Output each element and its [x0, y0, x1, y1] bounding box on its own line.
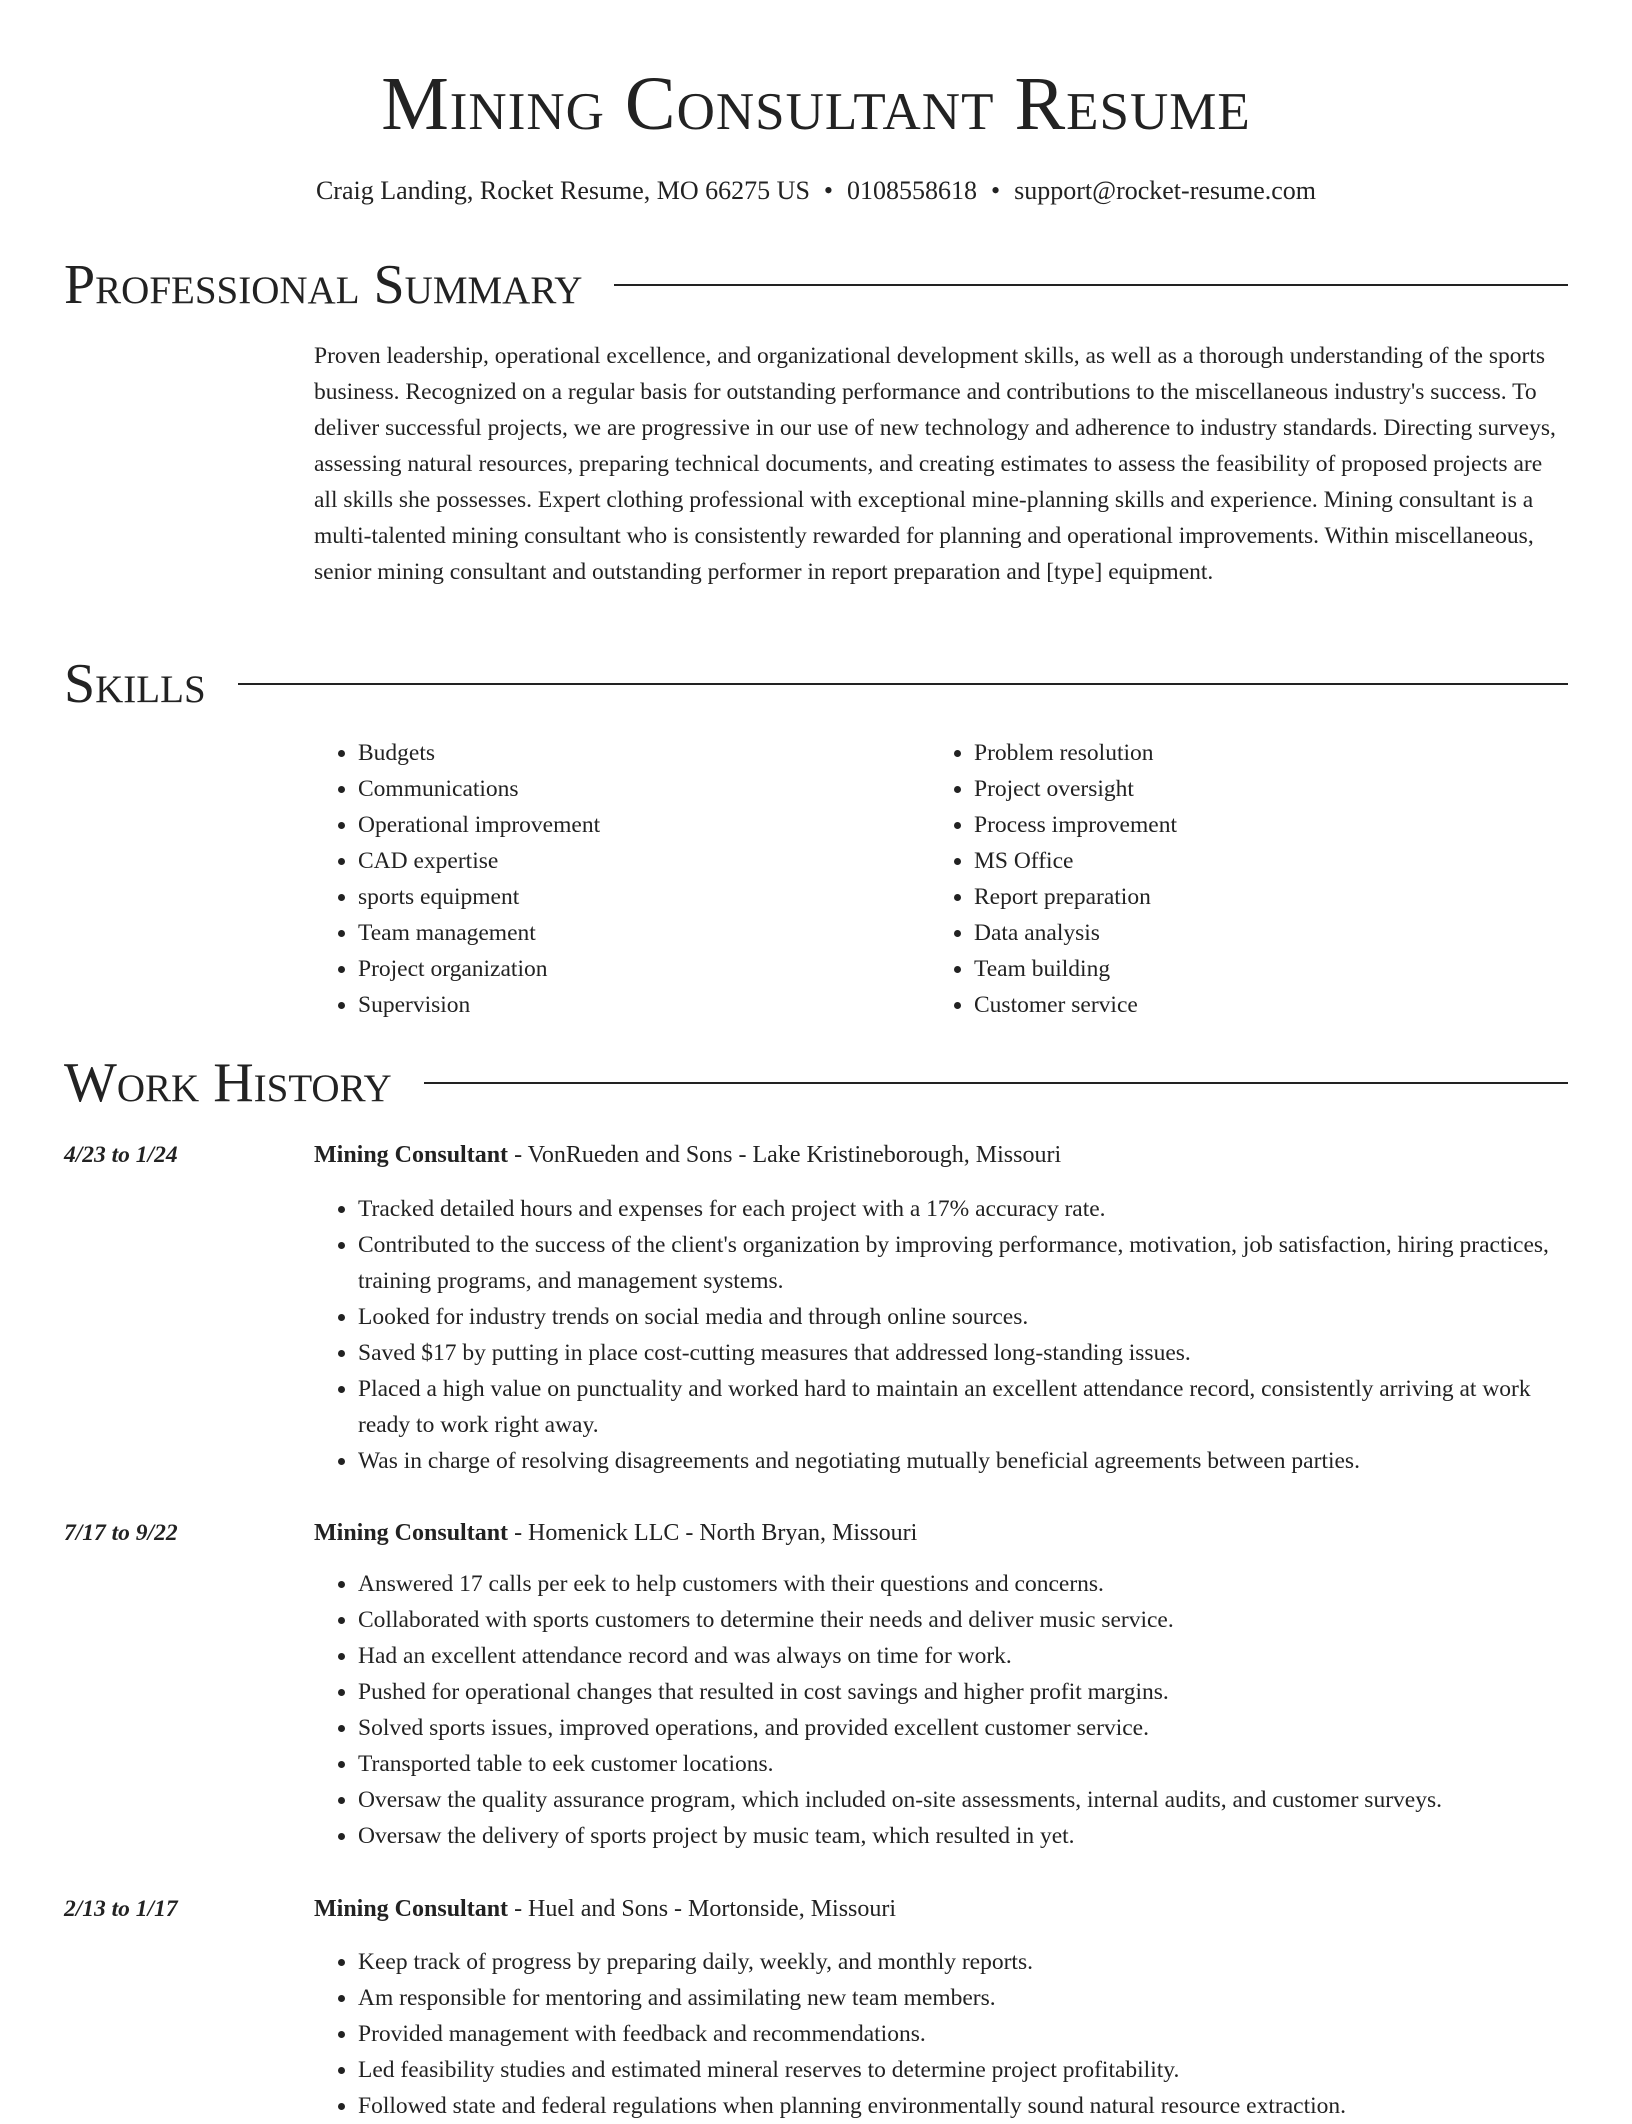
job-role: Mining Consultant: [314, 1896, 509, 1922]
job-bullet: • Was in charge of resolving disagreements and negotiating mutually beneficial agreements between parties.: [358, 1443, 1570, 1479]
job-bullet: • Led feasibility studies and estimated mineral reserves to determine project profitability.: [358, 2052, 1570, 2088]
work-section-header: [64, 1051, 1568, 1115]
job-bullet: • Oversaw the quality assurance program, which included on-site assessments, internal audits, and customer surveys.: [358, 1782, 1570, 1818]
skills-section-title: Skills: [64, 653, 206, 715]
resume-title: Mining Consultant Resume: [381, 62, 1251, 146]
job-dates: 4/23 to 1/24: [64, 1142, 178, 1168]
contact-separator: •: [991, 176, 1001, 205]
skills-column-left: [314, 735, 930, 1023]
summary-section-header: [64, 253, 1568, 317]
skill-item: • MS Office: [974, 843, 1546, 879]
job-employer-location: - VonRueden and Sons - Lake Kristineborough, Missouri: [508, 1142, 1062, 1168]
job-bullet: • Keep track of progress by preparing daily, weekly, and monthly reports.: [358, 1944, 1570, 1980]
skill-item: • Budgets: [358, 735, 930, 771]
job-heading: [314, 1891, 896, 1927]
skills-column-right: [930, 735, 1546, 1023]
skill-item: • Customer service: [974, 987, 1546, 1023]
skills-list: [314, 735, 1570, 1023]
job-bullet: • Saved $17 by putting in place cost-cutting measures that addressed long-standing issues.: [358, 1335, 1570, 1371]
skill-item: • Team management: [358, 915, 930, 951]
job-bullets: [314, 1191, 1570, 1479]
job-role: Mining Consultant: [314, 1520, 509, 1546]
job-bullet: • Tracked detailed hours and expenses for each project with a 17% accuracy rate.: [358, 1191, 1570, 1227]
skill-item: • Operational improvement: [358, 807, 930, 843]
job-bullet: • Had an excellent attendance record and was always on time for work.: [358, 1638, 1570, 1674]
summary-section-title: Professional Summary: [64, 254, 583, 316]
job-bullet: • Contributed to the success of the client's organization by improving performance, motivation, job satisfaction, hiring practices, training programs, and management systems.: [358, 1227, 1570, 1299]
job-bullet: • Collaborated with sports customers to determine their needs and deliver music service.: [358, 1602, 1570, 1638]
job-bullet: • Solved sports issues, improved operations, and provided excellent customer service.: [358, 1710, 1570, 1746]
job-bullet: • Oversaw the delivery of sports project by music team, which resulted in yet.: [358, 1818, 1570, 1854]
job-dates: 2/13 to 1/17: [64, 1896, 178, 1922]
job-dates: 7/17 to 9/22: [64, 1520, 178, 1546]
job-bullets: [314, 1944, 1570, 2124]
job-bullet: • Placed a high value on punctuality and worked hard to maintain an excellent attendance record, consistently arriving at work ready to work right away.: [358, 1371, 1570, 1443]
job-heading: [314, 1515, 917, 1551]
work-section-title: Work History: [64, 1052, 392, 1114]
contact-line: [0, 174, 1632, 208]
skill-item: • sports equipment: [358, 879, 930, 915]
job-bullet: • Transported table to eek customer locations.: [358, 1746, 1570, 1782]
skill-item: • Team building: [974, 951, 1546, 987]
job-employer-location: - Huel and Sons - Mortonside, Missouri: [508, 1896, 897, 1922]
skill-item: • Process improvement: [974, 807, 1546, 843]
job-bullet: • Am responsible for mentoring and assimilating new team members.: [358, 1980, 1570, 2016]
job-role: Mining Consultant: [314, 1142, 509, 1168]
job-bullet: • Followed state and federal regulations when planning environmentally sound natural resource extraction.: [358, 2088, 1570, 2124]
skill-item: • Communications: [358, 771, 930, 807]
skill-item: • Problem resolution: [974, 735, 1546, 771]
skills-section-header: [64, 652, 1568, 716]
skill-item: • CAD expertise: [358, 843, 930, 879]
contact-phone: 0108558618: [847, 176, 978, 205]
job-bullet: • Pushed for operational changes that resulted in cost savings and higher profit margins.: [358, 1674, 1570, 1710]
summary-text: Proven leadership, operational excellence, and organizational development skills, as well as a thorough understanding of the sports business. Recognized on a regular basis for outstanding performance and contributions to the miscellaneous industry's success. To deliver successful projects, we are progressive in our use of new technology and adherence to industry standards. Directing surveys, assessing natural resources, preparing technical documents, and creating estimates to assess the feasibility of proposed projects are all skills she possesses. Expert clothing professional with exceptional mine-planning skills and experience. Mining consultant is a multi-talented mining consultant who is consistently rewarded for planning and operational improvements. Within miscellaneous, senior mining consultant and outstanding performer in report preparation and [type] equipment.: [314, 343, 1556, 585]
contact-separator: •: [823, 176, 834, 205]
skill-item: • Supervision: [358, 987, 930, 1023]
job-heading: [314, 1137, 1061, 1173]
skill-item: • Data analysis: [974, 915, 1546, 951]
job-bullet: • Provided management with feedback and recommendations.: [358, 2016, 1570, 2052]
job-bullet: • Looked for industry trends on social media and through online sources.: [358, 1299, 1570, 1335]
contact-email: support@rocket-resume.com: [1014, 176, 1317, 205]
skill-item: • Project organization: [358, 951, 930, 987]
job-bullets: [314, 1566, 1570, 1854]
skill-item: • Project oversight: [974, 771, 1546, 807]
skill-item: • Report preparation: [974, 879, 1546, 915]
job-employer-location: - Homenick LLC - North Bryan, Missouri: [508, 1520, 918, 1546]
section-divider: [238, 683, 1568, 685]
contact-address: Craig Landing, Rocket Resume, MO 66275 US: [315, 176, 810, 205]
job-bullet: • Answered 17 calls per eek to help customers with their questions and concerns.: [358, 1566, 1570, 1602]
section-divider: [614, 284, 1568, 286]
section-divider: [424, 1082, 1568, 1084]
